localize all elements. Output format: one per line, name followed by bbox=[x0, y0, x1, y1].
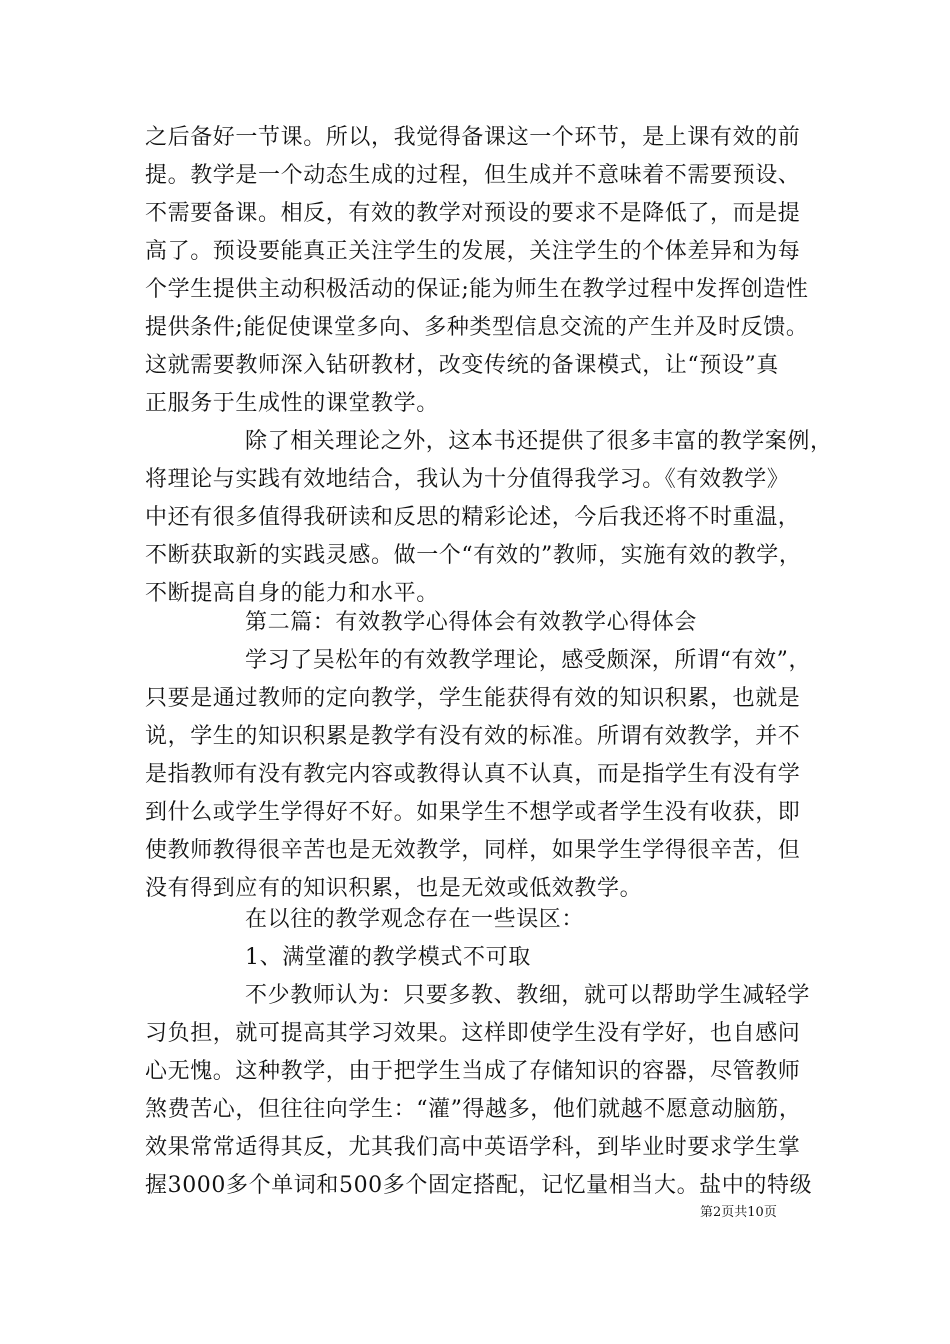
paragraph-start-line: 不少教师认为：只要多教、教细，就可以帮助学生减轻学 bbox=[245, 983, 811, 1008]
text-line: 使教师教得很辛苦也是无效教学，同样，如果学生学得很辛苦，但 bbox=[145, 838, 801, 863]
text-line: 提。教学是一个动态生成的过程，但生成并不意味着不需要预设、 bbox=[145, 163, 801, 188]
text-line: 不需要备课。相反，有效的教学对预设的要求不是降低了，而是提 bbox=[145, 201, 801, 226]
text-line: 没有得到应有的知识积累，也是无效或低效教学。 bbox=[145, 876, 643, 901]
text-line: 高了。预设要能真正关注学生的发展，关注学生的个体差异和为每 bbox=[145, 239, 801, 264]
text-line: 是指教师有没有教完内容或教得认真不认真，而是指学生有没有学 bbox=[145, 762, 801, 787]
page-number-footer: 第2页共10页 bbox=[700, 1205, 777, 1220]
text-line: 不断获取新的实践灵感。做一个“有效的”教师，实施有效的教学， bbox=[145, 543, 802, 568]
text-line: 这就需要教师深入钻研教材，改变传统的备课模式，让“预设”真 bbox=[145, 353, 779, 378]
text-line: 提供条件;能促使课堂多向、多种类型信息交流的产生并及时反馈。 bbox=[145, 315, 809, 340]
text-line: 不断提高自身的能力和水平。 bbox=[145, 581, 439, 606]
text-line: 握3000多个单词和500多个固定搭配，记忆量相当大。盐中的特级 bbox=[145, 1173, 813, 1198]
text-line: 个学生提供主动积极活动的保证;能为师生在教学过程中发挥创造性 bbox=[145, 277, 809, 302]
paragraph-start-line: 学习了吴松年的有效教学理论，感受颇深，所谓“有效”， bbox=[245, 648, 812, 673]
paragraph-start-line: 除了相关理论之外，这本书还提供了很多丰富的教学案例， bbox=[245, 429, 833, 454]
text-line: 正服务于生成性的课堂教学。 bbox=[145, 391, 439, 416]
text-line: 到什么或学生学得好不好。如果学生不想学或者学生没有收获，即 bbox=[145, 800, 801, 825]
text-line: 习负担，就可提高其学习效果。这样即使学生没有学好，也自感问 bbox=[145, 1021, 801, 1046]
paragraph-start-line: 在以往的教学观念存在一些误区： bbox=[245, 907, 585, 932]
text-line: 说，学生的知识积累是教学有没有效的标准。所谓有效教学，并不 bbox=[145, 724, 801, 749]
text-line: 中还有很多值得我研读和反思的精彩论述，今后我还将不时重温， bbox=[145, 505, 801, 530]
text-line: 心无愧。这种教学，由于把学生当成了存储知识的容器，尽管教师 bbox=[145, 1059, 801, 1084]
list-heading: 1、满堂灌的教学模式不可取 bbox=[245, 945, 531, 970]
text-line: 煞费苦心，但往往向学生：“灌”得越多，他们就越不愿意动脑筋， bbox=[145, 1097, 802, 1122]
text-line: 将理论与实践有效地结合，我认为十分值得我学习。《有效教学》 bbox=[145, 467, 790, 492]
text-line: 只要是通过教师的定向教学，学生能获得有效的知识积累，也就是 bbox=[145, 686, 801, 711]
text-line: 之后备好一节课。所以，我觉得备课这一个环节，是上课有效的前 bbox=[145, 125, 801, 150]
text-line: 效果常常适得其反，尤其我们高中英语学科，到毕业时要求学生掌 bbox=[145, 1135, 801, 1160]
section-heading: 第二篇：有效教学心得体会有效教学心得体会 bbox=[245, 610, 698, 635]
